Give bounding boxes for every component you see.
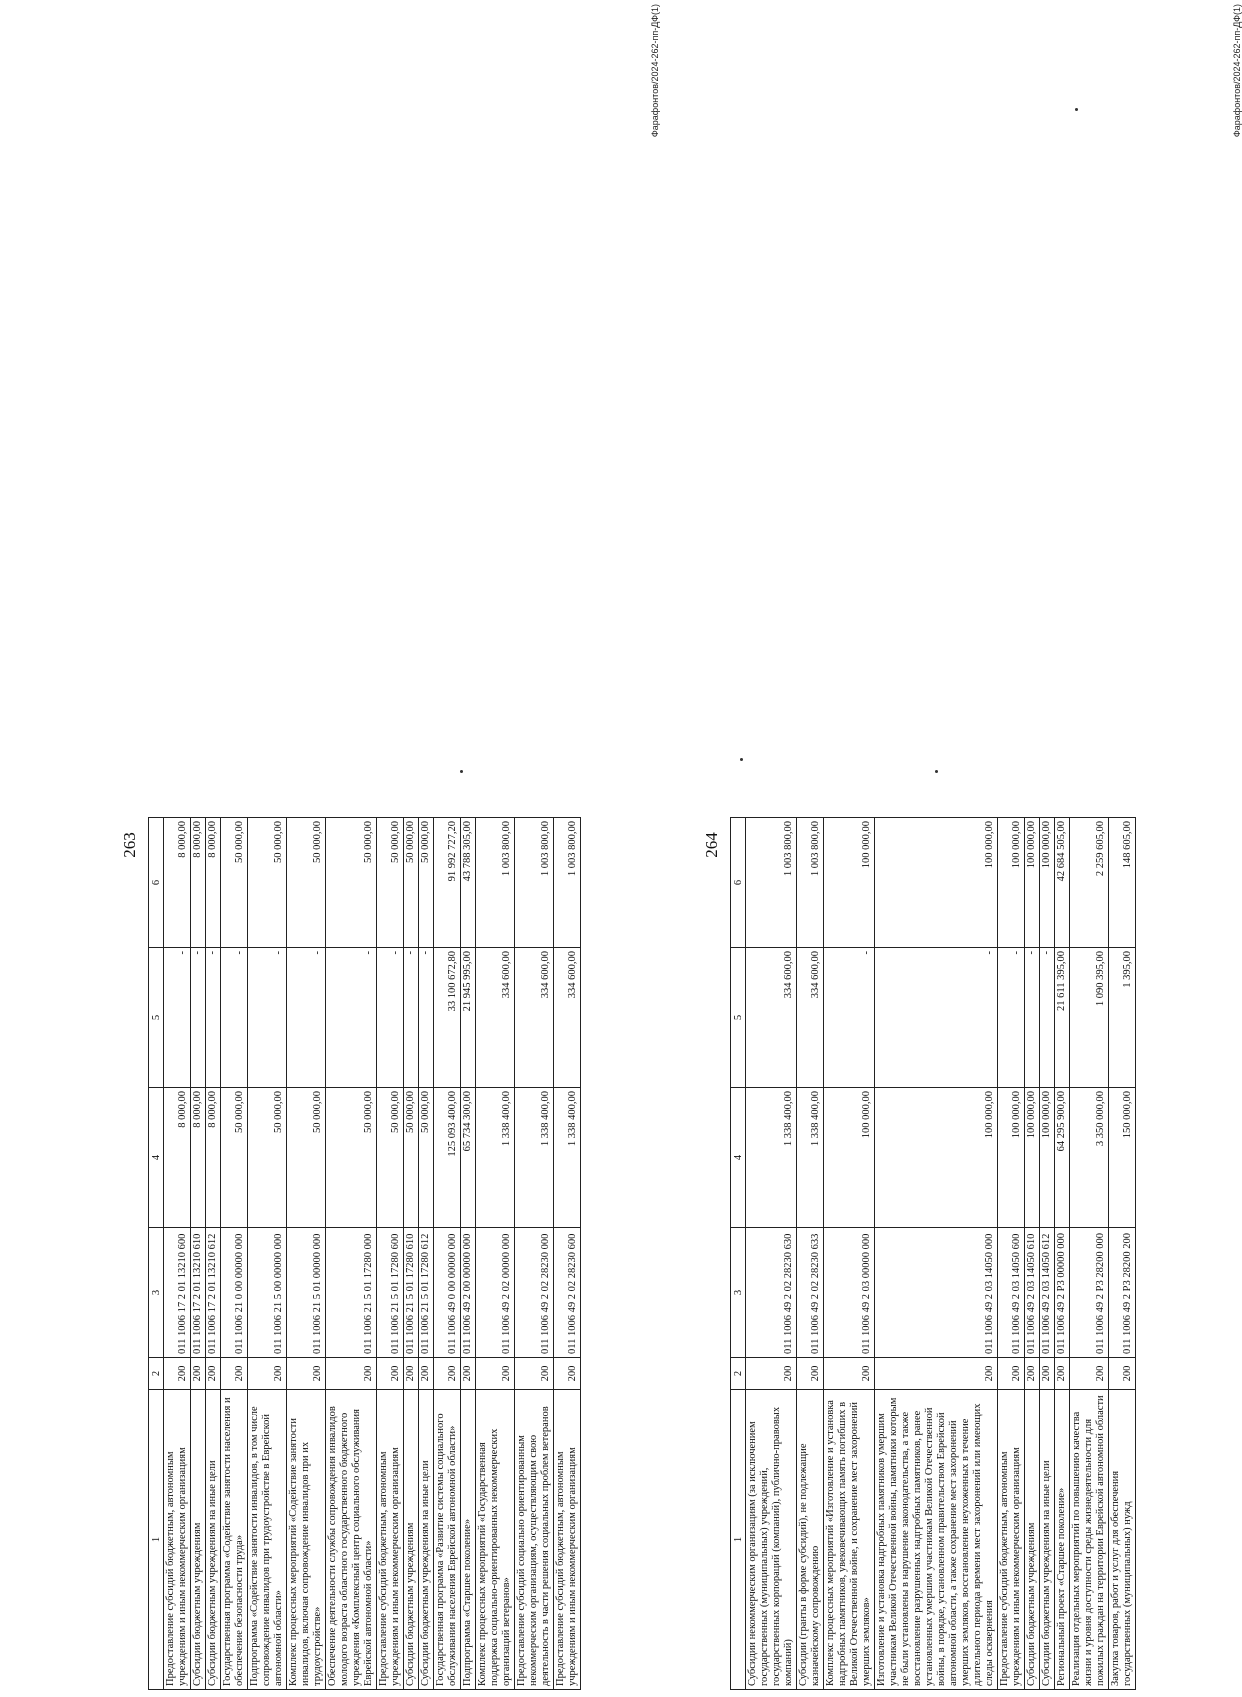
table-row <box>419 818 434 1690</box>
column-header: 1 <box>149 1390 164 1690</box>
table-row <box>434 818 461 1690</box>
row-total-cell: 100 000,00 <box>1025 818 1040 948</box>
table-row <box>206 818 221 1690</box>
table-row <box>1025 818 1040 1690</box>
document-footer: Фарафонтов/2024-262-пп-ДФ(1) <box>1232 4 1242 138</box>
row-code-cell: 200 <box>797 1358 824 1390</box>
row-amount-cell: 1 338 400,00 <box>797 1088 824 1228</box>
row-total-cell: 50 000,00 <box>377 818 404 948</box>
row-code-cell: 200 <box>875 1358 998 1390</box>
row-change-cell: 21 945 995,00 <box>461 948 476 1088</box>
row-amount-cell: 8 000,00 <box>164 1088 191 1228</box>
row-total-cell: 50 000,00 <box>248 818 287 948</box>
row-change-cell: - <box>1040 948 1055 1088</box>
table-row <box>476 818 515 1690</box>
row-name-cell: Обеспечение деятельности службы сопровождения инвалидов молодого возраста областного государственного бюджетного учреждения «Комплексный центр социального обслуживания Еврейской автономной области» <box>326 1390 377 1690</box>
row-kbk-cell: 011 1006 49 2 02 28230 633 <box>797 1228 824 1358</box>
row-name-cell: Субсидии бюджетным учреждениям <box>191 1390 206 1690</box>
row-code-cell: 200 <box>998 1358 1025 1390</box>
row-total-cell: 50 000,00 <box>287 818 326 948</box>
table-row <box>326 818 377 1690</box>
table-row <box>554 818 581 1690</box>
row-total-cell: 1 003 800,00 <box>515 818 554 948</box>
row-amount-cell: 1 338 400,00 <box>515 1088 554 1228</box>
row-kbk-cell: 011 1006 21 0 00 00000 000 <box>221 1228 248 1358</box>
column-header: 6 <box>149 818 164 948</box>
row-kbk-cell: 011 1006 49 2 03 14050 612 <box>1040 1228 1055 1358</box>
row-amount-cell: 150 000,00 <box>1109 1088 1136 1228</box>
scan-speck <box>1075 108 1078 111</box>
row-name-cell: Подпрограмма «Содействие занятости инвалидов, в том числе сопровождение инвалидов при трудоустройстве в Еврейской автономной области» <box>248 1390 287 1690</box>
row-name-cell: Субсидии бюджетным учреждениям <box>404 1390 419 1690</box>
table-row <box>1109 818 1136 1690</box>
row-kbk-cell: 011 1006 21 5 01 17280 610 <box>404 1228 419 1358</box>
row-total-cell: 1 003 800,00 <box>554 818 581 948</box>
row-kbk-cell: 011 1006 49 2 02 28230 600 <box>554 1228 581 1358</box>
column-header: 3 <box>731 1228 746 1358</box>
row-amount-cell: 1 338 400,00 <box>554 1088 581 1228</box>
row-code-cell: 200 <box>377 1358 404 1390</box>
row-code-cell: 200 <box>287 1358 326 1390</box>
row-change-cell: - <box>206 948 221 1088</box>
row-amount-cell: 50 000,00 <box>377 1088 404 1228</box>
scan-speck <box>935 770 938 773</box>
row-change-cell: 334 600,00 <box>515 948 554 1088</box>
row-kbk-cell: 011 1006 49 0 00 00000 000 <box>434 1228 461 1358</box>
row-name-cell: Субсидии бюджетным учреждениям на иные цели <box>419 1390 434 1690</box>
row-amount-cell: 65 734 300,00 <box>461 1088 476 1228</box>
column-header: 3 <box>149 1228 164 1358</box>
row-change-cell: - <box>191 948 206 1088</box>
document-footer: Фарафонтов/2024-262-пп-ДФ(1) <box>650 4 660 138</box>
row-amount-cell: 50 000,00 <box>221 1088 248 1228</box>
row-amount-cell: 50 000,00 <box>287 1088 326 1228</box>
row-name-cell: Комплекс процессных мероприятий «Изготовление и установка надгробных памятников, увековечивающих память погибших в Великой Отечественной войне, и сохранение мест захоронений умерших земляков» <box>824 1390 875 1690</box>
row-name-cell: Субсидии бюджетным учреждениям на иные цели <box>206 1390 221 1690</box>
row-name-cell: Предоставление субсидий бюджетным, автономным учреждениям и иным некоммерческим организациям <box>554 1390 581 1690</box>
row-change-cell: 1 090 395,00 <box>1070 948 1109 1088</box>
row-kbk-cell: 011 1006 17 2 01 13210 612 <box>206 1228 221 1358</box>
column-header: 5 <box>731 948 746 1088</box>
row-total-cell: 50 000,00 <box>404 818 419 948</box>
row-change-cell: - <box>998 948 1025 1088</box>
row-name-cell: Предоставление субсидий бюджетным, автономным учреждениям и иным некоммерческим организациям <box>998 1390 1025 1690</box>
row-total-cell: 1 003 800,00 <box>476 818 515 948</box>
row-amount-cell: 1 338 400,00 <box>476 1088 515 1228</box>
row-kbk-cell: 011 1006 21 5 00 00000 000 <box>248 1228 287 1358</box>
row-name-cell: Подпрограмма «Старшее поколение» <box>461 1390 476 1690</box>
row-total-cell: 8 000,00 <box>206 818 221 948</box>
row-name-cell: Государственная программа «Содействие занятости населения и обеспечение безопасности труда» <box>221 1390 248 1690</box>
table-row <box>164 818 191 1690</box>
row-kbk-cell: 011 1006 49 2 Р3 28200 000 <box>1070 1228 1109 1358</box>
row-total-cell: 2 259 605,00 <box>1070 818 1109 948</box>
row-name-cell: Реализация отдельных мероприятий по повышению качества жизни и уровня доступности среды жизнедеятельности для пожилых граждан на территории Еврейской автономной области <box>1070 1390 1109 1690</box>
row-amount-cell: 100 000,00 <box>875 1088 998 1228</box>
table-row <box>1070 818 1109 1690</box>
row-change-cell: - <box>404 948 419 1088</box>
table-header-row <box>731 818 746 1690</box>
row-kbk-cell: 011 1006 49 2 00 00000 000 <box>461 1228 476 1358</box>
row-kbk-cell: 011 1006 49 2 02 28230 000 <box>515 1228 554 1358</box>
row-change-cell: 334 600,00 <box>554 948 581 1088</box>
row-total-cell: 100 000,00 <box>1040 818 1055 948</box>
row-code-cell: 200 <box>1070 1358 1109 1390</box>
row-code-cell: 200 <box>476 1358 515 1390</box>
row-amount-cell: 3 350 000,00 <box>1070 1088 1109 1228</box>
row-amount-cell: 125 093 400,00 <box>434 1088 461 1228</box>
row-code-cell: 200 <box>248 1358 287 1390</box>
row-code-cell: 200 <box>221 1358 248 1390</box>
budget-table <box>148 817 581 1690</box>
row-total-cell: 100 000,00 <box>998 818 1025 948</box>
column-header: 5 <box>149 948 164 1088</box>
row-name-cell: Предоставление субсидий бюджетным, автономным учреждениям и иным некоммерческим организациям <box>377 1390 404 1690</box>
row-name-cell: Изготовление и установка надгробных памятников умершим участникам Великой Отечественной войны, памятники которым не были установлены в нарушение законодательства, а также восстановление разрушенных надгробных памятников, ранее установленных умершим участникам Великой Отечественной войны, в порядке, установленном правительством Еврейской автономной области, а также сохранение мест захоронений умерших земляков, восстановление неухоженных в течение длительного периода времени мест захоронений или имеющих следы осквернения <box>875 1390 998 1690</box>
table-row <box>221 818 248 1690</box>
row-code-cell: 200 <box>746 1358 797 1390</box>
row-change-cell: - <box>248 948 287 1088</box>
column-header: 1 <box>731 1390 746 1690</box>
table-row <box>875 818 998 1690</box>
table-row <box>191 818 206 1690</box>
row-change-cell: 334 600,00 <box>797 948 824 1088</box>
row-code-cell: 200 <box>1040 1358 1055 1390</box>
table-row <box>746 818 797 1690</box>
table-row <box>1040 818 1055 1690</box>
row-change-cell: 33 100 672,80 <box>434 948 461 1088</box>
row-kbk-cell: 011 1006 49 2 03 00000 000 <box>824 1228 875 1358</box>
row-amount-cell: 8 000,00 <box>206 1088 221 1228</box>
row-change-cell: - <box>221 948 248 1088</box>
row-name-cell: Субсидии бюджетным учреждениям на иные цели <box>1040 1390 1055 1690</box>
row-name-cell: Субсидии (гранты в форме субсидий), не подлежащие казначейскому сопровождению <box>797 1390 824 1690</box>
row-kbk-cell: 011 1006 17 2 01 13210 600 <box>164 1228 191 1358</box>
row-amount-cell: 100 000,00 <box>824 1088 875 1228</box>
row-total-cell: 50 000,00 <box>326 818 377 948</box>
document-page-263 <box>118 0 658 1690</box>
page-number: 264 <box>702 832 721 858</box>
table-row <box>404 818 419 1690</box>
row-amount-cell: 8 000,00 <box>191 1088 206 1228</box>
table-row <box>248 818 287 1690</box>
row-code-cell: 200 <box>419 1358 434 1390</box>
row-name-cell: Предоставление субсидий социально ориентированным некоммерческим организациям, осуществляющим свою деятельность в части решения социальных проблем ветеранов <box>515 1390 554 1690</box>
row-change-cell: - <box>377 948 404 1088</box>
table-row <box>377 818 404 1690</box>
row-total-cell: 100 000,00 <box>875 818 998 948</box>
column-header: 2 <box>731 1358 746 1390</box>
row-kbk-cell: 011 1006 17 2 01 13210 610 <box>191 1228 206 1358</box>
row-change-cell: - <box>287 948 326 1088</box>
row-code-cell: 200 <box>554 1358 581 1390</box>
row-amount-cell: 100 000,00 <box>1040 1088 1055 1228</box>
row-total-cell: 1 003 800,00 <box>746 818 797 948</box>
row-amount-cell: 1 338 400,00 <box>746 1088 797 1228</box>
document-page-264 <box>700 0 1240 1690</box>
table-header-row <box>149 818 164 1690</box>
row-amount-cell: 50 000,00 <box>404 1088 419 1228</box>
row-kbk-cell: 011 1006 49 2 02 28230 630 <box>746 1228 797 1358</box>
row-kbk-cell: 011 1006 21 5 01 00000 000 <box>287 1228 326 1358</box>
row-code-cell: 200 <box>326 1358 377 1390</box>
row-code-cell: 200 <box>1025 1358 1040 1390</box>
table-row <box>515 818 554 1690</box>
row-kbk-cell: 011 1006 21 5 01 17280 612 <box>419 1228 434 1358</box>
row-kbk-cell: 011 1006 49 2 03 14050 000 <box>875 1228 998 1358</box>
row-name-cell: Субсидии некоммерческим организациям (за исключением государственных (муниципальных) учреждений, государственных корпораций (компаний), публично-правовых компаний) <box>746 1390 797 1690</box>
row-kbk-cell: 011 1006 49 2 03 14050 600 <box>998 1228 1025 1358</box>
row-amount-cell: 50 000,00 <box>419 1088 434 1228</box>
row-amount-cell: 100 000,00 <box>1025 1088 1040 1228</box>
row-code-cell: 200 <box>461 1358 476 1390</box>
row-kbk-cell: 011 1006 49 2 03 14050 610 <box>1025 1228 1040 1358</box>
table-row <box>461 818 476 1690</box>
row-change-cell: 334 600,00 <box>476 948 515 1088</box>
row-change-cell: - <box>875 948 998 1088</box>
table-row <box>1055 818 1070 1690</box>
row-change-cell: 1 395,00 <box>1109 948 1136 1088</box>
scan-speck <box>740 758 743 761</box>
row-code-cell: 200 <box>515 1358 554 1390</box>
row-change-cell: - <box>419 948 434 1088</box>
row-code-cell: 200 <box>164 1358 191 1390</box>
row-total-cell: 50 000,00 <box>419 818 434 948</box>
row-total-cell: 91 992 727,20 <box>434 818 461 948</box>
budget-table <box>730 817 1136 1690</box>
row-amount-cell: 50 000,00 <box>326 1088 377 1228</box>
row-name-cell: Региональный проект «Старшее поколение» <box>1055 1390 1070 1690</box>
column-header: 6 <box>731 818 746 948</box>
table-row <box>797 818 824 1690</box>
row-name-cell: Государственная программа «Развитие системы социального обслуживания населения Еврейской автономной области» <box>434 1390 461 1690</box>
row-name-cell: Закупка товаров, работ и услуг для обеспечения государственных (муниципальных) нужд <box>1109 1390 1136 1690</box>
row-code-cell: 200 <box>206 1358 221 1390</box>
row-code-cell: 200 <box>191 1358 206 1390</box>
table-row <box>824 818 875 1690</box>
row-kbk-cell: 011 1006 49 2 02 00000 000 <box>476 1228 515 1358</box>
row-name-cell: Комплекс процессных мероприятий «Содействие занятости инвалидов, включая сопровождение инвалидов при их трудоустройстве» <box>287 1390 326 1690</box>
column-header: 4 <box>731 1088 746 1228</box>
row-change-cell: 21 611 395,00 <box>1055 948 1070 1088</box>
row-code-cell: 200 <box>824 1358 875 1390</box>
row-total-cell: 8 000,00 <box>191 818 206 948</box>
table-row <box>998 818 1025 1690</box>
row-total-cell: 42 684 505,00 <box>1055 818 1070 948</box>
row-total-cell: 148 605,00 <box>1109 818 1136 948</box>
row-amount-cell: 64 295 900,00 <box>1055 1088 1070 1228</box>
row-total-cell: 43 788 305,00 <box>461 818 476 948</box>
row-total-cell: 1 003 800,00 <box>797 818 824 948</box>
row-change-cell: - <box>1025 948 1040 1088</box>
row-code-cell: 200 <box>1055 1358 1070 1390</box>
table-row <box>287 818 326 1690</box>
column-header: 4 <box>149 1088 164 1228</box>
row-kbk-cell: 011 1006 21 5 01 17280 600 <box>377 1228 404 1358</box>
row-kbk-cell: 011 1006 21 5 01 17280 000 <box>326 1228 377 1358</box>
row-change-cell: 334 600,00 <box>746 948 797 1088</box>
row-code-cell: 200 <box>434 1358 461 1390</box>
row-amount-cell: 100 000,00 <box>998 1088 1025 1228</box>
row-code-cell: 200 <box>404 1358 419 1390</box>
row-code-cell: 200 <box>1109 1358 1136 1390</box>
row-total-cell: 50 000,00 <box>221 818 248 948</box>
row-change-cell: - <box>164 948 191 1088</box>
row-change-cell: - <box>326 948 377 1088</box>
row-name-cell: Субсидии бюджетным учреждениям <box>1025 1390 1040 1690</box>
row-change-cell: - <box>824 948 875 1088</box>
row-total-cell: 8 000,00 <box>164 818 191 948</box>
row-kbk-cell: 011 1006 49 2 Р3 28200 200 <box>1109 1228 1136 1358</box>
row-kbk-cell: 011 1006 49 2 Р3 00000 000 <box>1055 1228 1070 1358</box>
scan-speck <box>460 770 463 773</box>
column-header: 2 <box>149 1358 164 1390</box>
row-total-cell: 100 000,00 <box>824 818 875 948</box>
row-amount-cell: 50 000,00 <box>248 1088 287 1228</box>
page-number: 263 <box>120 832 139 858</box>
row-name-cell: Комплекс процессных мероприятий «Государственная поддержка социально-ориентированных некоммерческих организаций ветеранов» <box>476 1390 515 1690</box>
row-name-cell: Предоставление субсидий бюджетным, автономным учреждениям и иным некоммерческим организациям <box>164 1390 191 1690</box>
